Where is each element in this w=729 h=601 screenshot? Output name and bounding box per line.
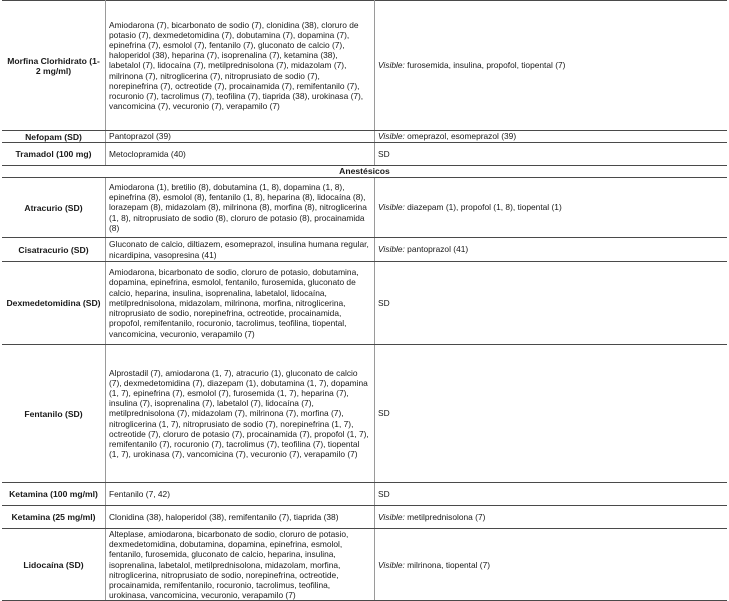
visible-label: Visible:	[378, 244, 405, 255]
compatible-drugs-cell: Alteplase, amiodarona, bicarbonato de sodio, cloruro de potasio, dexmedetomidina, dobutamina, dopamina, epinefrina, esmolol, fentanilo, furosemida, gluconato de calcio, heparina, insulina, isoprenalina, labetalol, metilprednisolona, midazolam, morfina, nitroglicerina, nitroprusiato de sodio, norepinefrina, octreotide, procainamida, remifentanilo, rocuronio, tacrolimus, teofilina, urokinasa, vancomicina, vecuronio, verapamilo (7)	[106, 529, 375, 601]
drug-name-cell: Tramadol (100 mg)	[2, 143, 106, 166]
drug-name-cell: Lidocaína (SD)	[2, 529, 106, 601]
incompatible-drugs-text: SD	[378, 408, 390, 419]
compatibility-table	[2, 0, 727, 601]
visible-label: Visible:	[378, 202, 405, 213]
visible-label: Visible:	[378, 511, 405, 522]
incompatible-drugs-cell	[375, 345, 728, 483]
incompatible-drugs-cell	[375, 506, 728, 529]
compatible-drugs-cell: Amiodarona (7), bicarbonato de sodio (7), clonidina (38), cloruro de potasio (7), dexmedetomidina (7), dobutamina (7), dopamina (7), epinefrina (7), esmolol (7), fentanilo (7), gluconato de calcio (7), haloperidol (38), heparina (7), isoprenalina (7), ketamina (38), labetalol (7), lidocaína (7), metilprednisolona (7), midazolam (7), milrinona (7), nitroglicerina (7), nitroprusiato de sodio (7), norepinefrina (7), octreotide (7), procainamida (7), remifentanilo (7), rocuronio (7), tacrolimus (7), teofilina (7), tiaprida (38), urokinasa (7), vancomicina (7), vecuronio (7), verapamilo (7)	[106, 1, 375, 131]
table-row	[2, 345, 727, 483]
incompatible-drugs-text: diazepam (1), propofol (1, 8), tiopental (1)	[404, 202, 562, 213]
compatible-drugs-cell: Amiodarona (1), bretilio (8), dobutamina (1, 8), dopamina (1, 8), epinefrina (8), esmolol (8), fentanilo (1, 8), heparina (8), lidocaína (8), lorazepam (8), midazolam (8), milrinona (8), morfina (8), nitroglicerina (1, 8), nitroprusiato de sodio (8), cloruro de potasio (8), procainamida (8)	[106, 178, 375, 238]
incompatible-drugs-text: metilprednisolona (7)	[404, 511, 486, 522]
visible-label: Visible:	[378, 60, 405, 71]
section-title: Anestésicos	[2, 166, 727, 178]
compatible-drugs-cell: Gluconato de calcio, diltiazem, esomeprazol, insulina humana regular, nicardipina, vasopresina (41)	[106, 238, 375, 262]
drug-name-cell: Morfina Clorhidrato (1-2 mg/ml)	[2, 1, 106, 131]
table-row	[2, 178, 727, 238]
compatible-drugs-cell: Clonidina (38), haloperidol (38), remifentanilo (7), tiaprida (38)	[106, 506, 375, 529]
compatible-drugs-cell: Fentanilo (7, 42)	[106, 483, 375, 506]
incompatible-drugs-cell	[375, 262, 728, 345]
incompatible-drugs-text: SD	[378, 488, 390, 499]
incompatible-drugs-text: furosemida, insulina, propofol, tiopental (7)	[404, 60, 566, 71]
incompatible-drugs-cell	[375, 178, 728, 238]
visible-label: Visible:	[378, 559, 405, 570]
incompatible-drugs-text: omeprazol, esomeprazol (39)	[404, 131, 517, 142]
section-header-row	[2, 166, 727, 178]
incompatible-drugs-cell	[375, 529, 728, 601]
drug-name-cell: Ketamina (25 mg/ml)	[2, 506, 106, 529]
table-row	[2, 262, 727, 345]
incompatible-drugs-cell	[375, 143, 728, 166]
drug-name-cell: Fentanilo (SD)	[2, 345, 106, 483]
drug-name-cell: Nefopam (SD)	[2, 131, 106, 143]
drug-name-cell: Cisatracurio (SD)	[2, 238, 106, 262]
incompatible-drugs-cell	[375, 1, 728, 131]
compatible-drugs-cell: Amiodarona, bicarbonato de sodio, cloruro de potasio, dobutamina, dopamina, epinefrina, esmolol, fentanilo, furosemida, gluconato de calcio, heparina, insulina, isoprenalina, labetalol, lidocaína, metilprednisolona, midazolam, milrinona, morfina, nitroglicerina, nitroprusiato de sodio, norepinefrina, octreotide, procainamida, propofol, remifentanilo, rocuronio, tacrolimus, teofilina, tiopental, vancomicina, vecuronio, verapamilo (7)	[106, 262, 375, 345]
table-row	[2, 506, 727, 529]
incompatible-drugs-cell	[375, 131, 728, 143]
incompatible-drugs-cell	[375, 238, 728, 262]
compatible-drugs-cell: Metoclopramida (40)	[106, 143, 375, 166]
incompatible-drugs-cell	[375, 483, 728, 506]
drug-name-cell: Atracurio (SD)	[2, 178, 106, 238]
table-row	[2, 131, 727, 143]
incompatible-drugs-text: SD	[378, 297, 390, 308]
table-row	[2, 143, 727, 166]
drug-name-cell: Ketamina (100 mg/ml)	[2, 483, 106, 506]
drug-name-cell: Dexmedetomidina (SD)	[2, 262, 106, 345]
compatible-drugs-cell: Pantoprazol (39)	[106, 131, 375, 143]
incompatible-drugs-text: milrinona, tiopental (7)	[404, 559, 491, 570]
visible-label: Visible:	[378, 131, 405, 142]
incompatible-drugs-text: SD	[378, 148, 390, 159]
table-row	[2, 1, 727, 131]
incompatible-drugs-text: pantoprazol (41)	[404, 244, 469, 255]
table-row	[2, 238, 727, 262]
table-row	[2, 483, 727, 506]
table-row	[2, 529, 727, 601]
compatible-drugs-cell: Alprostadil (7), amiodarona (1, 7), atracurio (1), gluconato de calcio (7), dexmedetomidina (7), diazepam (1), dobutamina (1, 7), dopamina (1, 7), epinefrina (7), esmolol (7), furosemida (1, 7), heparina (7), insulina (7), isoprenalina (7), labetalol (7), lidocaína (7), metilprednisolona (7), midazolam (7), milrinona (7), morfina (7), nitroglicerina (1, 7), nitroprusiato de sodio (7), norepinefrina (1, 7), octreotide (7), cloruro de potasio (7), procainamida (7), propofol (1, 7), remifentanilo (7), rocuronio (7), tacrolimus (7), teofilina (7), tiopental (1, 7), urokinasa (7), vancomicina (7), vecuronio (7), verapamilo (7)	[106, 345, 375, 483]
